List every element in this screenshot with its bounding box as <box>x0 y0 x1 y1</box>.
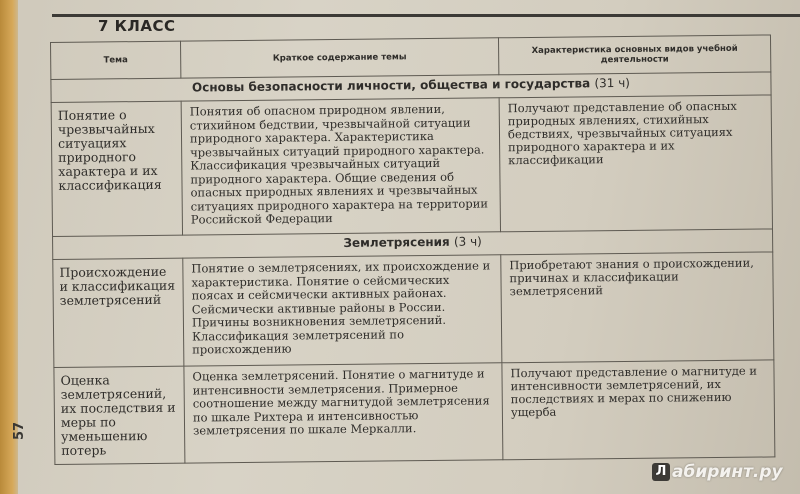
content-cell: Понятия об опасном природном явлении, стихийном бедствии, чрезвычайной ситуации природного характера. Характеристика чрезвычайных ситуаций природного характера. Классификация чрезвычайных ситуаций природного характера. Общие сведения об опасных природных явлениях и чрезвычайных ситуациях природного характера на территории Российской Федерации <box>181 98 500 235</box>
section-title: Землетрясения <box>343 234 450 250</box>
activity-cell: Приобретают знания о происхождении, причинах и классификации землетрясений <box>501 252 774 363</box>
table-row <box>51 95 772 237</box>
column-header-topic: Тема <box>51 41 181 79</box>
column-header-activity: Характеристика основных видов учебной деятельности <box>498 35 770 75</box>
watermark <box>652 462 783 482</box>
curriculum-table <box>50 34 775 465</box>
column-header-content: Краткое содержание темы <box>180 38 498 78</box>
activity-cell: Получают представление о магнитуде и интенсивности землетрясений, их последствиях и мерах по снижению ущерба <box>502 360 775 460</box>
watermark-text: абиринт.ру <box>672 462 783 482</box>
section-title: Основы безопасности личности, общества и государства <box>191 76 591 95</box>
page-header-title: 7 КЛАСС <box>98 17 176 35</box>
table-row <box>54 360 775 465</box>
page-edge <box>0 0 18 494</box>
watermark-logo: Л <box>652 463 670 481</box>
section-hours: (3 ч) <box>453 234 482 249</box>
content-cell: Оценка землетрясений. Понятие о магнитуде и интенсивности землетрясения. Примерное соотношение между магнитудой землетрясения по шкале Рихтера и интенсивностью землетрясения по шкале Меркалли. <box>184 363 503 463</box>
activity-cell: Получают представление об опасных природных явлениях, стихийных бедствиях, чрезвычайных ситуациях природного характера и их классификации <box>499 95 772 232</box>
page-number: 57 <box>12 421 27 440</box>
content-cell: Понятие о землетрясениях, их происхождение и характеристика. Понятие о сейсмических поясах и сейсмически активных районах. Сейсмически активные районы в России. Причины возникновения землетрясений. Классификация землетрясений по происхождению <box>183 255 502 366</box>
table-row <box>53 252 774 368</box>
topic-cell: Происхождение и классификация землетрясений <box>53 258 184 367</box>
topic-cell: Понятие о чрезвычайных ситуациях природного характера и их классификация <box>51 101 182 236</box>
section-hours: (31 ч) <box>594 75 631 91</box>
topic-cell: Оценка землетрясений, их последствия и меры по уменьшению потерь <box>54 366 185 464</box>
